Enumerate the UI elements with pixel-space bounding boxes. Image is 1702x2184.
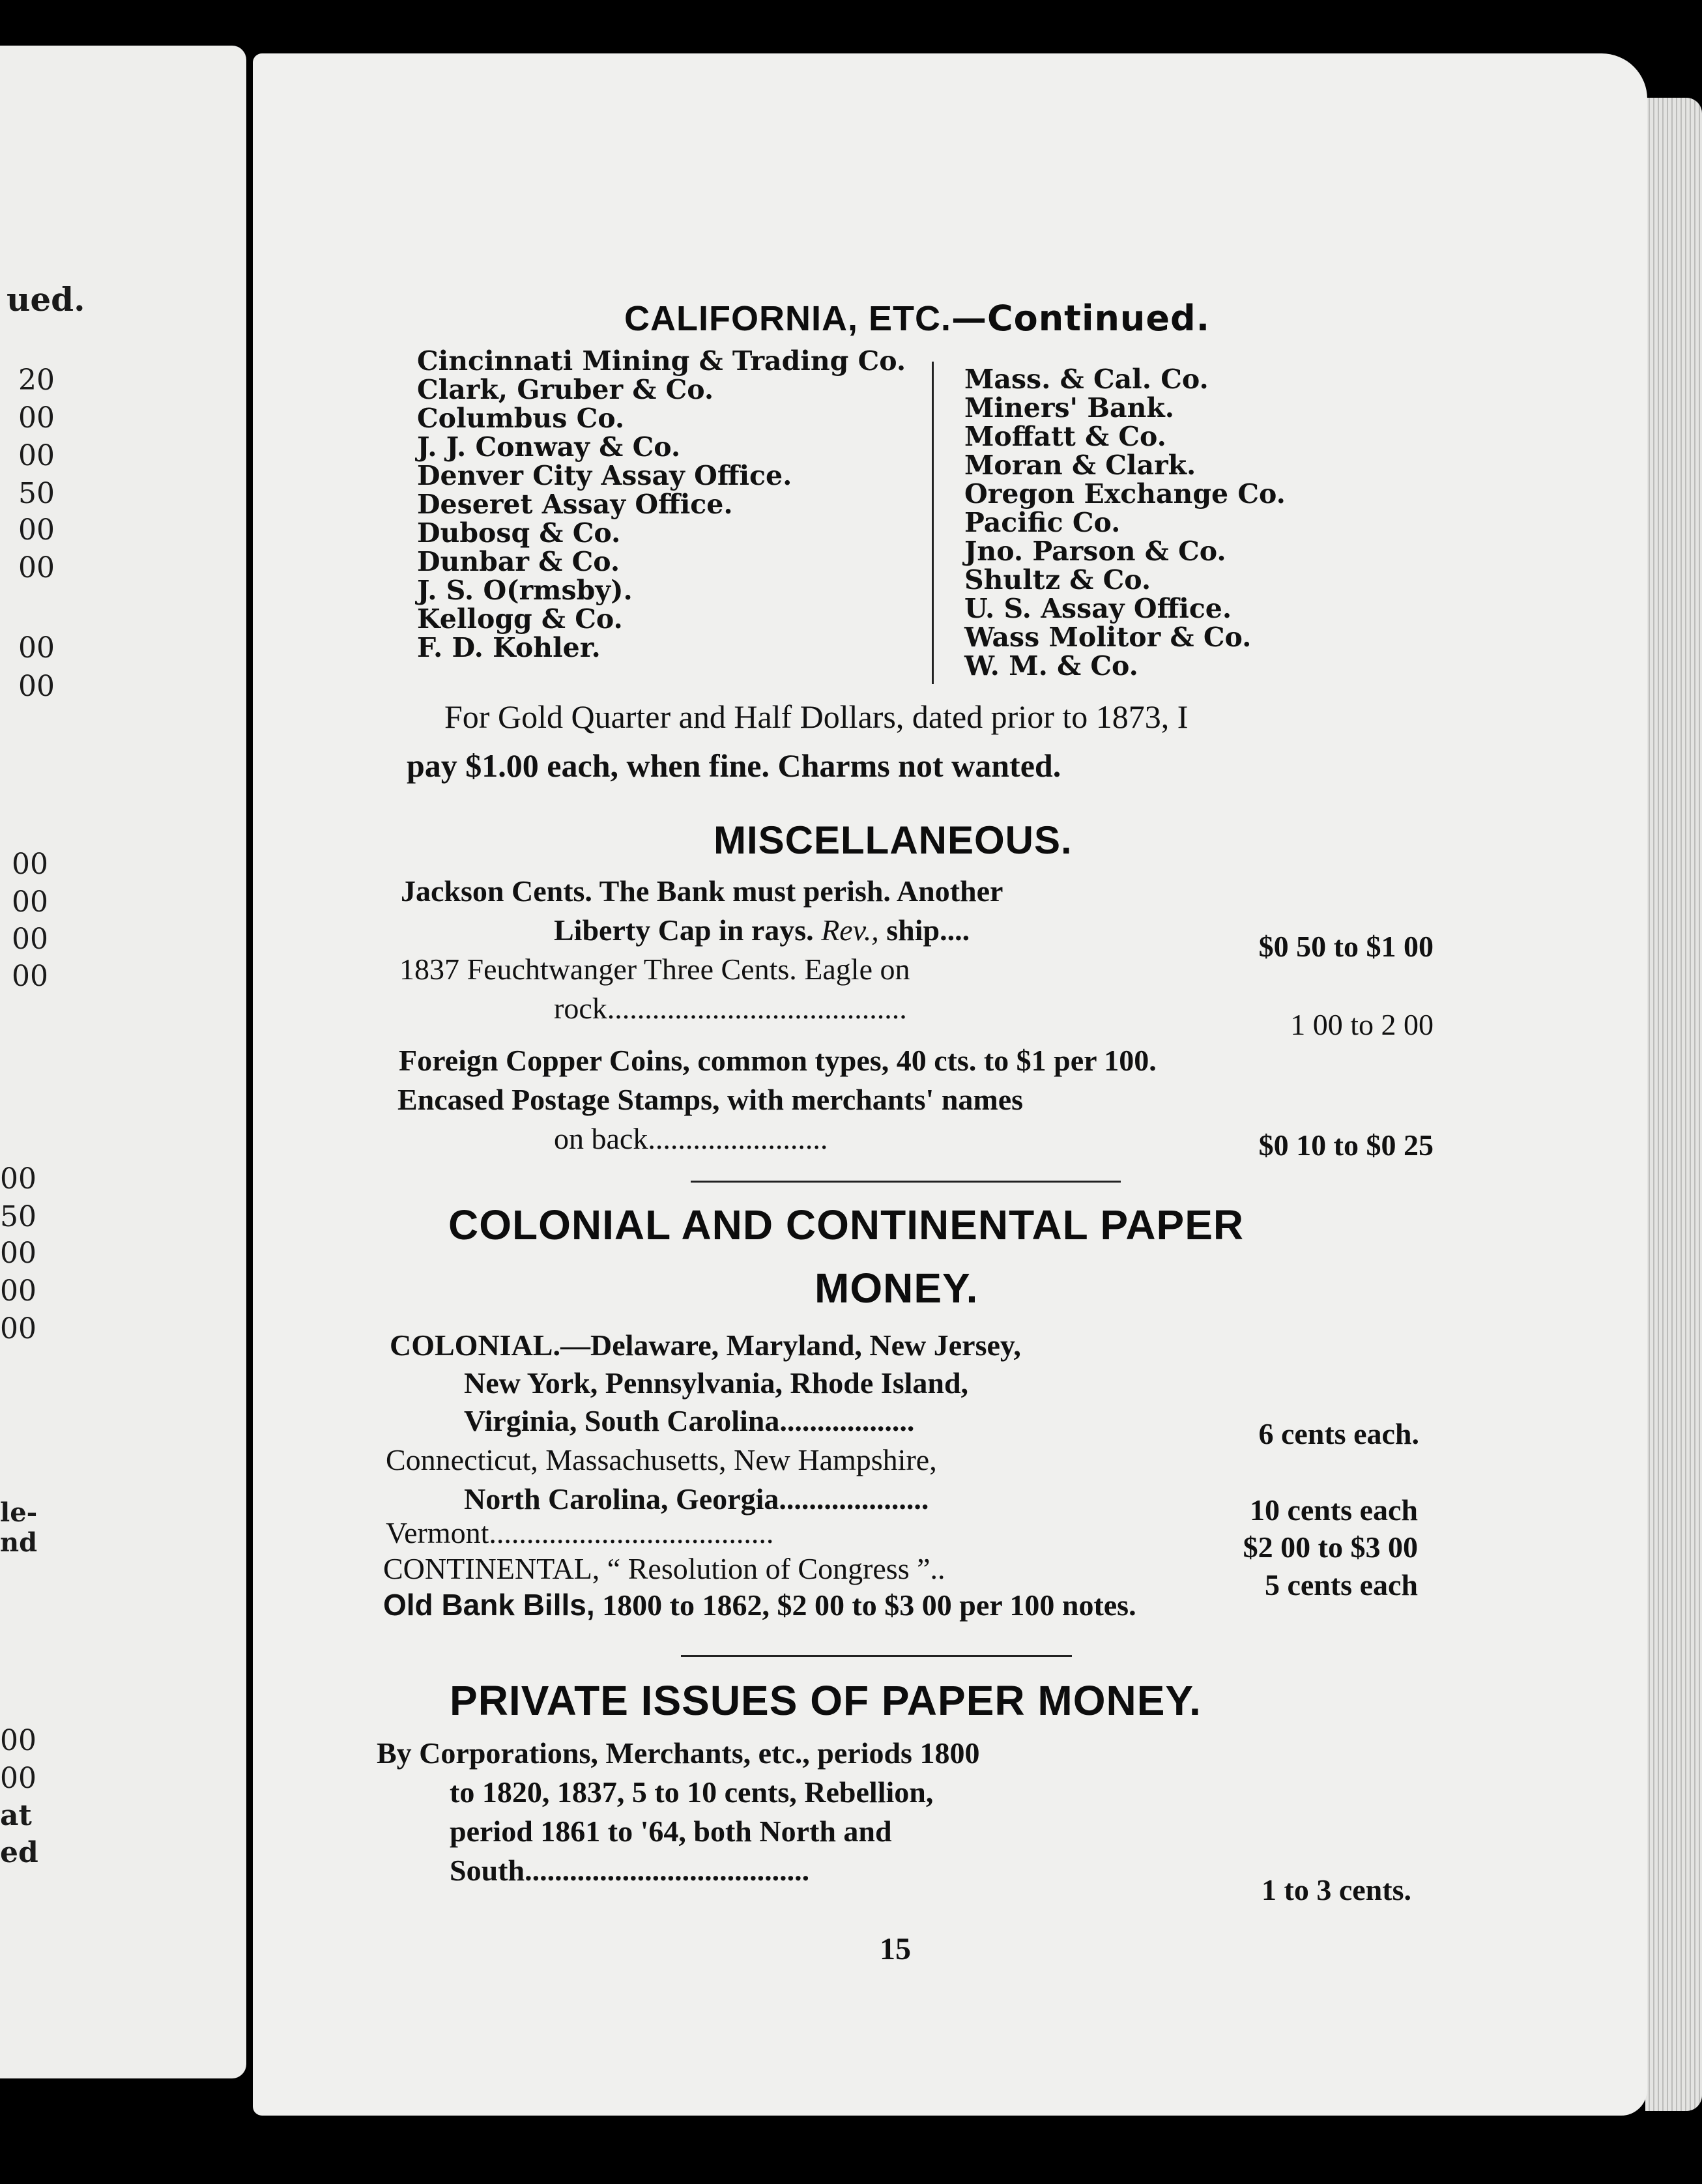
left-fragment: 00 bbox=[18, 631, 55, 665]
list-item: Mass. & Cal. Co. bbox=[964, 364, 1209, 395]
jackson-rev: Rev., bbox=[821, 913, 879, 947]
list-item: W. M. & Co. bbox=[964, 650, 1138, 682]
left-fragment: 50 bbox=[18, 477, 55, 510]
colonial-row1-line2: New York, Pennsylvania, Rhode Island, bbox=[464, 1366, 969, 1400]
list-item: J. J. Conway & Co. bbox=[417, 431, 681, 463]
encased-price: $0 10 to $0 25 bbox=[1258, 1128, 1434, 1162]
list-item: Cincinnati Mining & Trading Co. bbox=[417, 345, 906, 377]
colonial-row2-line2: North Carolina, Georgia.................... bbox=[464, 1482, 929, 1516]
jackson-line1: Jackson Cents. The Bank must perish. Another bbox=[401, 874, 1003, 908]
left-fragment: 00 bbox=[0, 1162, 36, 1196]
left-fragment: 00 bbox=[18, 551, 55, 584]
vermont-price: $2 00 to $3 00 bbox=[1243, 1530, 1418, 1564]
jackson-ship: ship.... bbox=[886, 913, 970, 947]
list-item: Clark, Gruber & Co. bbox=[417, 374, 714, 405]
left-fragment: 00 bbox=[18, 670, 55, 703]
list-item: Miners' Bank. bbox=[964, 392, 1175, 424]
continental-label: CONTINENTAL, “ Resolution of Congress ”.. bbox=[383, 1552, 945, 1585]
section-divider bbox=[681, 1655, 1072, 1657]
list-item: J. S. O(rmsby). bbox=[417, 575, 633, 606]
list-item: Moran & Clark. bbox=[964, 450, 1196, 481]
list-item: F. D. Kohler. bbox=[417, 632, 601, 663]
left-fragment: 50 bbox=[0, 1200, 36, 1233]
list-item: Oregon Exchange Co. bbox=[964, 478, 1286, 510]
colonial-row2-line1: Connecticut, Massachusetts, New Hampshire, bbox=[386, 1443, 937, 1476]
jackson-line2-text: Liberty Cap in rays. bbox=[554, 913, 814, 947]
old-bank-bills-label: Old Bank Bills, bbox=[383, 1588, 595, 1622]
left-fragment: 00 bbox=[0, 1237, 36, 1270]
california-left-column bbox=[417, 347, 906, 662]
left-fragment: 20 bbox=[18, 364, 55, 397]
left-fragment: at bbox=[0, 1799, 32, 1832]
list-item: Pacific Co. bbox=[964, 507, 1121, 538]
feuchtwanger-line2: rock........................................ bbox=[554, 992, 907, 1025]
california-heading bbox=[624, 298, 1211, 339]
jackson-line2 bbox=[554, 915, 970, 945]
left-fragment: 00 bbox=[0, 1312, 36, 1345]
list-item: Shultz & Co. bbox=[964, 564, 1151, 596]
california-heading-continued: —Continued. bbox=[951, 298, 1211, 339]
left-fragment: 00 bbox=[12, 848, 48, 881]
colonial-heading-line2: MONEY. bbox=[815, 1265, 979, 1312]
list-item: Moffatt & Co. bbox=[964, 421, 1166, 452]
left-fragment: 00 bbox=[0, 1724, 36, 1757]
colonial-row2-price: 10 cents each bbox=[1249, 1493, 1418, 1527]
left-fragment: 00 bbox=[18, 513, 55, 547]
feuchtwanger-price: 1 00 to 2 00 bbox=[1290, 1008, 1434, 1041]
list-item: Jno. Parson & Co. bbox=[964, 536, 1226, 567]
gold-quarter-note-line2: pay $1.00 each, when fine. Charms not wanted. bbox=[407, 747, 1061, 784]
private-line2: to 1820, 1837, 5 to 10 cents, Rebellion, bbox=[450, 1775, 934, 1809]
colonial-row1-line1: COLONIAL.—Delaware, Maryland, New Jersey, bbox=[390, 1329, 1021, 1362]
list-item: Deseret Assay Office. bbox=[417, 489, 733, 520]
encased-line1: Encased Postage Stamps, with merchants' names bbox=[397, 1083, 1024, 1116]
left-fragment: 00 bbox=[18, 401, 55, 435]
foreign-copper-line: Foreign Copper Coins, common types, 40 cts. to $1 per 100. bbox=[399, 1044, 1157, 1077]
encased-line2: on back........................ bbox=[554, 1122, 828, 1155]
old-bank-bills-line bbox=[383, 1590, 1136, 1620]
list-item: Columbus Co. bbox=[417, 403, 625, 434]
list-item: Denver City Assay Office. bbox=[417, 460, 792, 491]
jackson-price: $0 50 to $1 00 bbox=[1258, 930, 1434, 963]
left-fragment: 00 bbox=[12, 885, 48, 919]
list-item: Kellogg & Co. bbox=[417, 603, 623, 635]
list-item: U. S. Assay Office. bbox=[964, 593, 1232, 624]
private-line4: South...................................... bbox=[450, 1854, 810, 1887]
continental-price: 5 cents each bbox=[1264, 1568, 1418, 1602]
left-fragment: 00 bbox=[18, 439, 55, 472]
section-divider bbox=[691, 1181, 1121, 1183]
left-fragment: 00 bbox=[0, 1762, 36, 1795]
list-item: Dubosq & Co. bbox=[417, 517, 621, 549]
left-fragment: ed bbox=[0, 1836, 38, 1869]
feuchtwanger-line1: 1837 Feuchtwanger Three Cents. Eagle on bbox=[399, 953, 910, 986]
colonial-heading-line1: COLONIAL AND CONTINENTAL PAPER bbox=[448, 1201, 1245, 1248]
misc-heading: MISCELLANEOUS. bbox=[714, 818, 1073, 862]
left-fragment: nd bbox=[0, 1527, 38, 1558]
private-line3: period 1861 to '64, both North and bbox=[450, 1815, 892, 1848]
old-bank-bills-price: 1800 to 1862, $2 00 to $3 00 per 100 notes. bbox=[602, 1588, 1136, 1622]
left-fragment: 00 bbox=[12, 960, 48, 993]
left-facing-page bbox=[0, 46, 246, 2078]
list-item: Wass Molitor & Co. bbox=[964, 622, 1252, 653]
private-line1: By Corporations, Merchants, etc., periods 1800 bbox=[377, 1736, 980, 1770]
private-price: 1 to 3 cents. bbox=[1262, 1873, 1411, 1906]
left-fragment: 00 bbox=[12, 923, 48, 956]
colonial-row1-line3: Virginia, South Carolina.................. bbox=[464, 1404, 915, 1437]
colonial-row1-price: 6 cents each. bbox=[1258, 1417, 1419, 1450]
page-number: 15 bbox=[880, 1932, 911, 1966]
vermont-label: Vermont...................................... bbox=[386, 1516, 774, 1549]
california-heading-text: CALIFORNIA, ETC. bbox=[624, 299, 951, 338]
page-edges bbox=[1645, 98, 1702, 2111]
column-divider bbox=[932, 362, 934, 684]
list-item: Dunbar & Co. bbox=[417, 546, 620, 577]
left-fragment: 00 bbox=[0, 1274, 36, 1308]
private-heading: PRIVATE ISSUES OF PAPER MONEY. bbox=[450, 1677, 1202, 1724]
left-fragment: le- bbox=[0, 1497, 38, 1528]
gold-quarter-note-line1: For Gold Quarter and Half Dollars, dated prior to 1873, I bbox=[444, 698, 1189, 735]
left-fragment: ued. bbox=[7, 280, 85, 319]
california-right-column bbox=[964, 365, 1286, 680]
